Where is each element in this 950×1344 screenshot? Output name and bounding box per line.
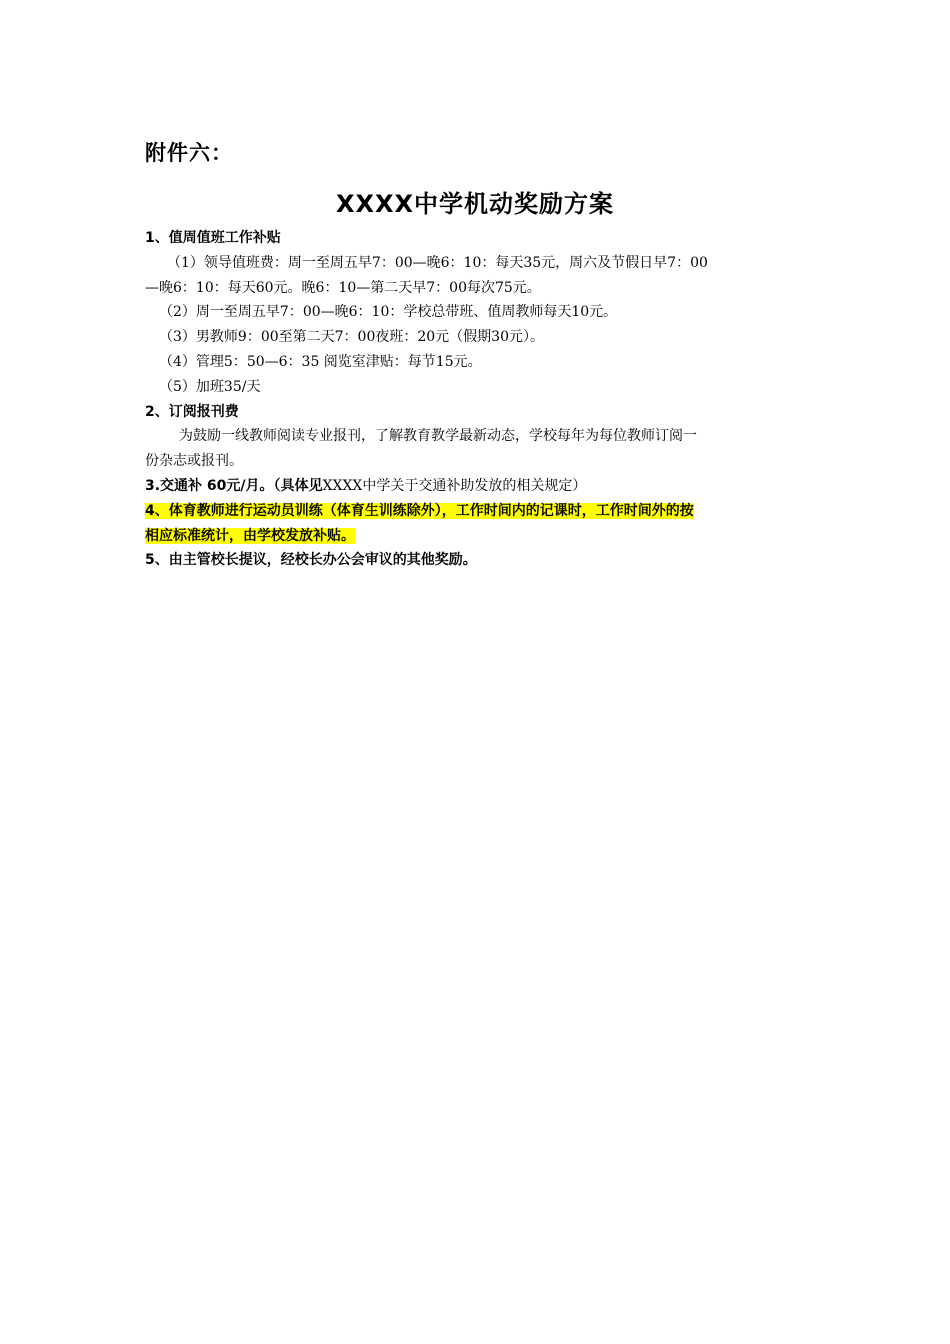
- section-1-item-2: （2）周一至周五早7：00—晚6：10：学校总带班、值周教师每天10元。: [159, 304, 618, 321]
- section-1-heading: 1、值周值班工作补贴: [145, 230, 281, 246]
- section-4-highlight-1: 4、体育教师进行运动员训练（体育生训练除外），工作时间内的记课时，工作时间外的按: [145, 502, 694, 519]
- section-1-item-4: （4）管理5：50—6：35 阅览室津贴：每节15元。: [159, 353, 482, 370]
- section-4-line-1: [145, 499, 810, 524]
- section-1-item-1-line-2: —晚6：10：每天60元。晚6：10—第二天早7：00每次75元。: [145, 279, 541, 296]
- section-2-paragraph-line-1: 为鼓励一线教师阅读专业报刊，了解教育教学最新动态，学校每年为每位教师订阅一: [179, 428, 697, 445]
- document-title: XXXX中学机动奖励方案: [335, 190, 614, 218]
- section-2-paragraph-line-2: 份杂志或报刊。: [145, 453, 243, 470]
- section-4-line-2: [145, 524, 810, 549]
- section-3-bold-text: 3.交通补 60元/月。（具体见: [145, 477, 323, 494]
- section-5-text: 5、由主管校长提议，经校长办公会审议的其他奖励。: [145, 552, 477, 569]
- section-1-item-5: （5）加班35/天: [159, 378, 261, 395]
- section-3-normal-text: XXXX中学关于交通补助发放的相关规定）: [322, 477, 587, 494]
- section-3-transport-subsidy: [145, 474, 810, 499]
- attachment-label: 附件六：: [145, 141, 233, 165]
- section-4-highlight-2: 相应标准统计，由学校发放补贴。: [145, 527, 355, 544]
- section-1-item-1-line-1: （1）领导值班费：周一至周五早7：00—晚6：10：每天35元，周六及节假日早7：00: [167, 254, 708, 271]
- section-1-item-3: （3）男教师9：00至第二天7：00夜班：20元（假期30元）。: [159, 329, 544, 346]
- document-body: [145, 226, 810, 573]
- section-2-heading: 2、订阅报刊费: [145, 403, 239, 420]
